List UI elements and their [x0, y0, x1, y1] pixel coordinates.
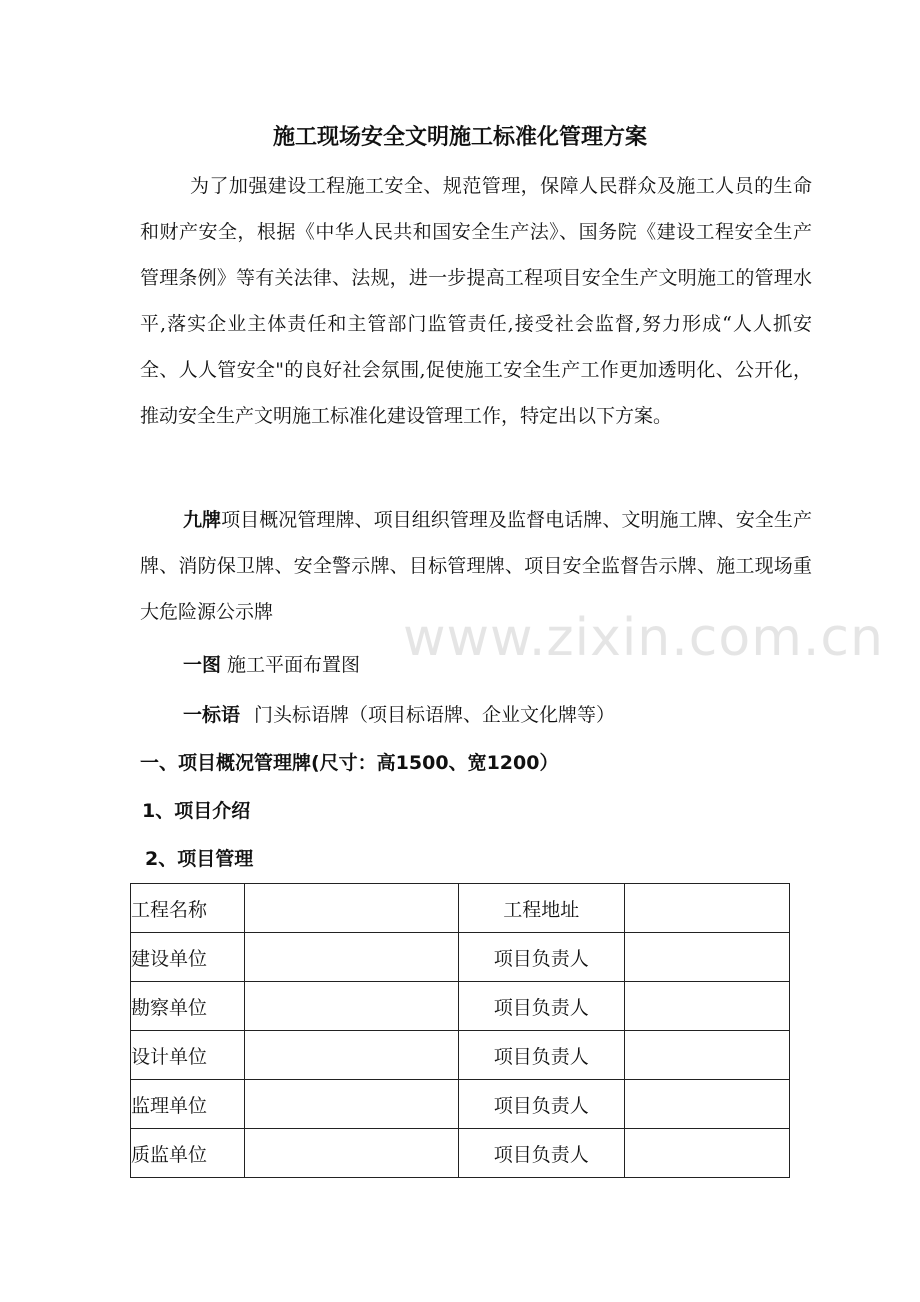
one-map-line	[183, 650, 360, 680]
sub-heading-project-management: 2、项目管理	[145, 848, 254, 870]
one-slogan-text: 门头标语牌（项目标语牌、企业文化牌等）	[254, 704, 616, 726]
table-row	[131, 1129, 790, 1178]
sub-heading-project-intro: 1、项目介绍	[142, 800, 251, 822]
table-cell-value	[624, 1080, 790, 1129]
nine-boards-text: 项目概况管理牌、项目组织管理及监督电话牌、文明施工牌、安全生产牌、消防保卫牌、安全警示牌、目标管理牌、项目安全监督告示牌、施工现场重大危险源公示牌	[140, 509, 812, 623]
table-cell-value	[624, 1031, 790, 1080]
table-cell-value	[624, 982, 790, 1031]
table-row	[131, 1080, 790, 1129]
table-cell-value	[244, 1031, 458, 1080]
nine-boards-term: 九牌	[183, 509, 222, 531]
table-cell-label: 项目负责人	[458, 1031, 624, 1080]
table-cell-label: 项目负责人	[458, 1129, 624, 1178]
table-row	[131, 1031, 790, 1080]
nine-boards-paragraph	[140, 497, 812, 635]
one-map-term: 一图	[183, 654, 222, 676]
table-cell-label: 勘察单位	[131, 982, 245, 1031]
table-cell-label: 设计单位	[131, 1031, 245, 1080]
table-cell-value	[244, 1080, 458, 1129]
one-map-text: 施工平面布置图	[227, 654, 361, 676]
table-cell-value	[244, 982, 458, 1031]
table-cell-label: 工程名称	[131, 884, 245, 933]
table-cell-value	[244, 933, 458, 982]
table-row	[131, 884, 790, 933]
table-cell-label: 建设单位	[131, 933, 245, 982]
table-cell-value	[244, 1129, 458, 1178]
table-cell-value	[624, 1129, 790, 1178]
table-cell-value	[244, 884, 458, 933]
table-cell-value	[624, 933, 790, 982]
table-cell-label: 工程地址	[458, 884, 624, 933]
table-row	[131, 982, 790, 1031]
one-slogan-line	[183, 700, 615, 730]
table-cell-label: 项目负责人	[458, 933, 624, 982]
table-cell-label: 监理单位	[131, 1080, 245, 1129]
table-cell-value	[624, 884, 790, 933]
table-cell-label: 项目负责人	[458, 1080, 624, 1129]
watermark: www.zixin.com.cn	[403, 608, 884, 668]
intro-paragraph: 为了加强建设工程施工安全、规范管理，保障人民群众及施工人员的生命和财产安全，根据《中华人民共和国安全生产法》、国务院《建设工程安全生产管理条例》等有关法律、法规，进一步提高工程项目安全生产文明施工的管理水平,落实企业主体责任和主管部门监管责任,接受社会监督,努力形成“人人抓安全、人人管安全"的良好社会氛围,促使施工安全生产工作更加透明化、公开化，推动安全生产文明施工标准化建设管理工作，特定出以下方案。	[140, 175, 812, 427]
table-cell-label: 项目负责人	[458, 982, 624, 1031]
project-management-table	[130, 883, 790, 1178]
table-cell-label: 质监单位	[131, 1129, 245, 1178]
section-heading: 一、项目概况管理牌(尺寸：高1500、宽1200）	[140, 752, 559, 774]
document-title: 施工现场安全文明施工标准化管理方案	[272, 125, 647, 150]
one-slogan-term: 一标语	[183, 704, 241, 726]
table-row	[131, 933, 790, 982]
